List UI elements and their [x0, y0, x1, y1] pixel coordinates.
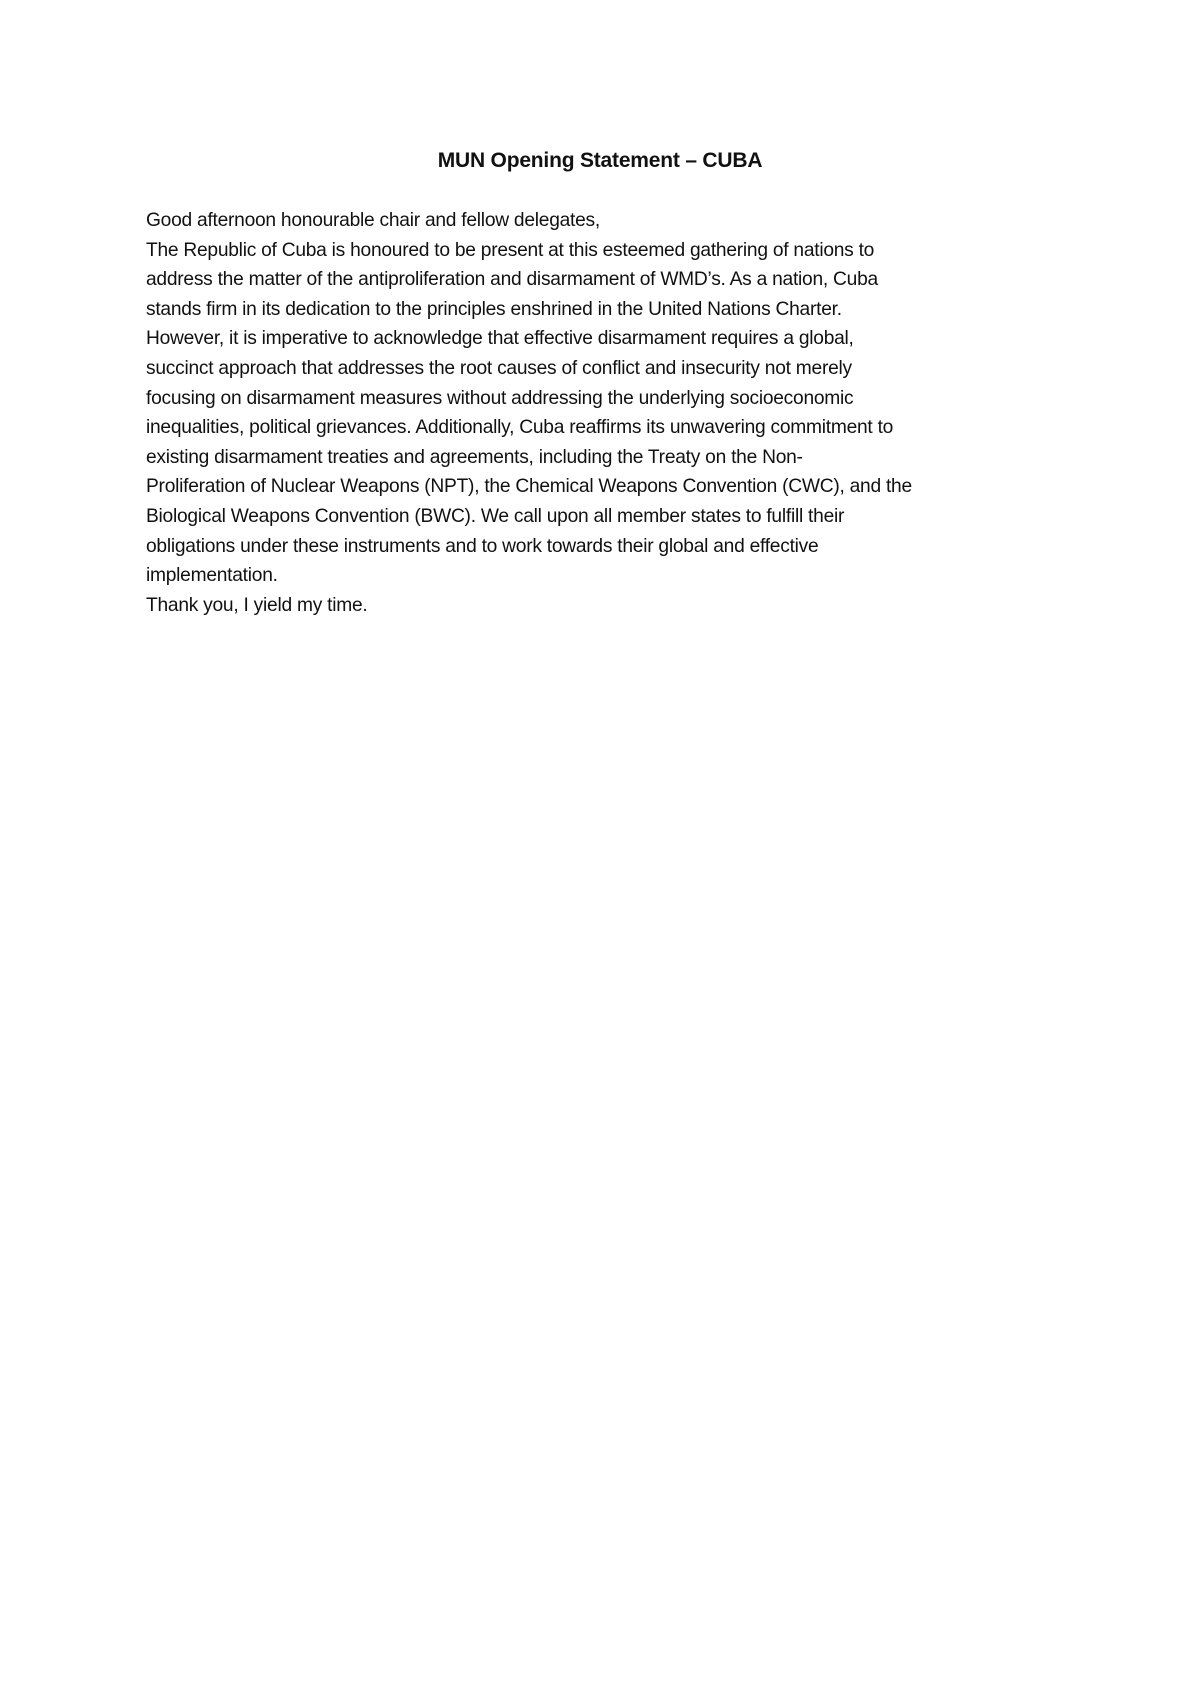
body-line-closing: Thank you, I yield my time. — [146, 594, 368, 616]
body-line: stands firm in its dedication to the principles enshrined in the United Nations Charter. — [146, 298, 842, 320]
document-title: MUN Opening Statement – CUBA — [437, 149, 763, 172]
body-line: However, it is imperative to acknowledge that effective disarmament requires a global, — [146, 328, 854, 350]
body-line: obligations under these instruments and to work towards their global and effective — [146, 535, 819, 557]
body-line: The Republic of Cuba is honoured to be present at this esteemed gathering of nations to — [146, 239, 875, 261]
body-line-greeting: Good afternoon honourable chair and fellow delegates, — [146, 210, 600, 231]
document-body — [146, 206, 1066, 620]
body-line: succinct approach that addresses the root causes of conflict and insecurity not merely — [146, 357, 852, 379]
body-line: Biological Weapons Convention (BWC). We call upon all member states to fulfill their — [146, 505, 845, 527]
body-line: inequalities, political grievances. Additionally, Cuba reaffirms its unwavering commitment to — [146, 417, 894, 439]
body-line: focusing on disarmament measures without addressing the underlying socioeconomic — [146, 387, 854, 409]
body-line: Proliferation of Nuclear Weapons (NPT), the Chemical Weapons Convention (CWC), and the — [146, 476, 912, 498]
body-line: address the matter of the antiproliferation and disarmament of WMD’s. As a nation, Cuba — [146, 269, 878, 291]
body-line: existing disarmament treaties and agreements, including the Treaty on the Non- — [146, 446, 803, 468]
body-line: implementation. — [146, 565, 278, 587]
